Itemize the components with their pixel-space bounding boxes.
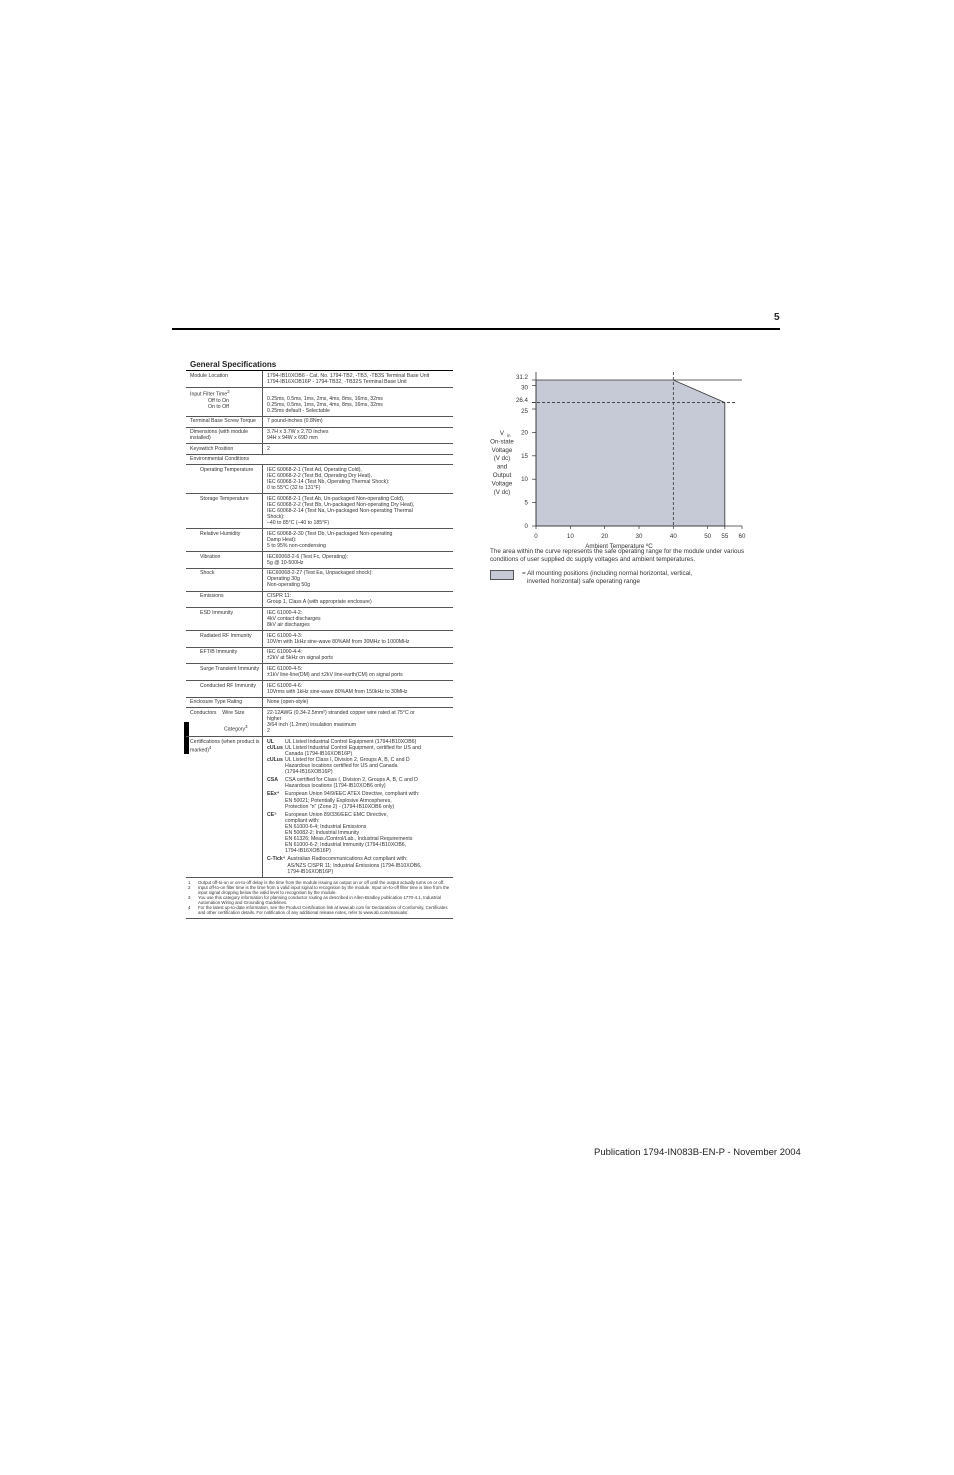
spec-title: General Specifications xyxy=(186,360,453,371)
value-line: 3/64 inch (1.2mm) insulation maximum xyxy=(267,722,357,729)
value-line: 3.7H x 3.7W x 2.7D inches xyxy=(267,429,329,436)
table-row xyxy=(186,631,453,648)
row-label xyxy=(186,708,263,737)
value-line: EN 61000-6-4; Industrial Emissions xyxy=(285,823,367,830)
certification-text xyxy=(285,745,451,757)
footnote xyxy=(186,895,453,905)
footnote-text: You use this category information for planning conductor routing as described in Allen-Bradley publication 1770-4.1, Industrial Automation Wiring and Grounding Guidelines. xyxy=(198,894,441,905)
value-line: Operating 30g xyxy=(267,576,300,583)
x-tick-label: 40 xyxy=(669,533,677,540)
row-label: Relative Humidity xyxy=(186,529,263,552)
value-line: 1794-IB10XOB6 - Cat. No. 1794-TB2, -TB3, -TB3S Terminal Base Unit xyxy=(267,372,430,379)
row-label: Emissions xyxy=(186,591,263,608)
footnotes xyxy=(186,878,453,919)
certifications-label: Certifications (when product is marked) xyxy=(190,738,260,754)
certification-mark: EEx⁴ xyxy=(267,791,280,798)
table-row xyxy=(186,529,453,552)
table-row xyxy=(186,608,453,631)
certification-item xyxy=(267,856,451,874)
footnote-ref: 3 xyxy=(245,723,248,729)
x-tick-label: 50 xyxy=(704,533,712,540)
value-line: ±2kV at 5kHz on signal ports xyxy=(267,655,333,662)
row-label: Enclosure Type Rating xyxy=(186,697,263,708)
table-row xyxy=(186,465,453,494)
row-label: Dimensions (with module installed) xyxy=(186,427,263,444)
page-number: 5 xyxy=(774,312,780,323)
value-line: European Union 89/336/EEC EMC Directive, xyxy=(285,811,388,818)
y-axis-label: Output xyxy=(492,472,512,479)
x-tick-label: 10 xyxy=(566,533,574,540)
chart-legend xyxy=(490,570,755,590)
value-line: Group 1, Class A (with appropriate enclosure) xyxy=(267,599,372,606)
certification-text xyxy=(287,856,451,874)
row-label: Module Location xyxy=(186,371,263,387)
value-line: 2 xyxy=(267,728,270,735)
x-tick-label: 20 xyxy=(601,533,609,540)
certification-item xyxy=(267,812,451,855)
footnote-number: 2 xyxy=(188,884,191,890)
y-axis-label: (V dc) xyxy=(493,488,511,496)
certification-item xyxy=(267,745,451,757)
footnote-text: Output off-to-on or on-to-off delay is the time from the module issuing an output on or off until the output actually turns on or off. xyxy=(198,879,445,885)
derating-chart xyxy=(484,362,754,552)
value-line: 10V/m with 1kHz sine-wave 80%AM from 30MHz to 1000MHz xyxy=(267,638,410,645)
row-value xyxy=(263,681,454,698)
row-value xyxy=(263,568,454,591)
value-line: IEC 60068-2-14 (Test Nb, Operating Thermal Shock): xyxy=(267,479,390,486)
table-row xyxy=(186,427,453,444)
certification-text xyxy=(285,777,451,789)
general-specifications-table xyxy=(186,360,453,919)
value-line: IEC 61000-4-3: xyxy=(267,632,303,639)
value-line: IEC60068-2-6 (Test Fc, Operating): xyxy=(267,553,349,560)
footnote-text: For the latest up-to-date information, see the Product Certification link at www.ab.com for Declarations of Conformity, Certificates and other certification details. For notification of any additional release notes, refer to www.ab.com/manuals/. xyxy=(198,904,448,915)
value-line: Hazardous locations (1794-IB10XOB6 only) xyxy=(285,783,386,790)
value-line: IEC 61000-4-4: xyxy=(267,649,303,656)
header-rule xyxy=(172,328,780,330)
value-line: EN 61326; Meas./Control/Lab., Industrial Requirements xyxy=(285,836,413,843)
y-axis-label: Voltage xyxy=(491,480,513,488)
certification-mark: UL xyxy=(267,738,274,745)
x-tick-label: 0 xyxy=(534,533,538,540)
table-row xyxy=(186,664,453,681)
table-row xyxy=(186,647,453,664)
footnote-ref: 2 xyxy=(227,389,230,395)
conductors-label: Conductors xyxy=(190,709,217,716)
row-value xyxy=(263,387,454,416)
value-line: Non-operating 50g xyxy=(267,582,310,589)
row-value xyxy=(263,529,454,552)
value-line: EN 50021; Potentially Explosive Atmospheres, xyxy=(285,797,392,804)
row-label xyxy=(186,387,263,416)
value-line: (1794-IB16XOB16P) xyxy=(285,769,333,776)
y-tick-label: 20 xyxy=(521,429,528,437)
value-line: higher xyxy=(267,715,282,722)
y-tick-label: 5 xyxy=(524,499,528,507)
value-line: 0.25ms, 0.5ms, 1ms, 2ms, 4ms, 8ms, 16ms, 32ms xyxy=(267,395,383,402)
certification-text xyxy=(285,791,451,809)
row-value xyxy=(263,631,454,648)
input-filter-label: Input Filter Time xyxy=(190,391,228,398)
value-line: IEC 61000-4-2: xyxy=(267,609,303,616)
section-label: Environmental Conditions xyxy=(186,454,453,465)
value-line: 7 pound-inches (0.8Nm) xyxy=(267,418,323,425)
row-label: ESD Immunity xyxy=(186,608,263,631)
y-tick-label: 10 xyxy=(521,476,528,484)
value-line: EN 61000-6-2; Industrial Immunity (1794-IB10XOB6, xyxy=(285,842,407,849)
y-tick-label: 0 xyxy=(524,523,528,530)
category-label: Category xyxy=(224,726,246,733)
value-line: 1794-IB16XOB16P) xyxy=(287,868,334,875)
row-value xyxy=(263,494,454,529)
legend-line: = All mounting positions (including normal horizontal, vertical, xyxy=(522,570,693,577)
y-axis-label: V xyxy=(499,430,505,437)
y-tick-label: 31.2 xyxy=(515,374,528,381)
off-to-on-label: Off to On xyxy=(208,398,229,405)
value-line: EN 50082-2; Industrial Immunity xyxy=(285,830,360,837)
certification-item xyxy=(267,757,451,775)
row-value xyxy=(263,465,454,494)
y-axis-label: Voltage xyxy=(491,446,513,454)
row-value xyxy=(263,697,454,708)
table-row xyxy=(186,697,453,708)
value-line: IEC 60068-2-2 (Test Bb, Un-packaged Non-operating Dry Heat), xyxy=(267,501,415,508)
value-line: IEC 60068-2-1 (Test Ad, Operating Cold), xyxy=(267,466,362,473)
table-row xyxy=(186,552,453,569)
wire-size-label: Wire Size xyxy=(222,709,245,716)
row-label: Operating Temperature xyxy=(186,465,263,494)
value-line: 2 xyxy=(267,445,270,452)
value-line: UL Listed for Class I, Division 2, Groups A, B, C and D xyxy=(285,757,410,763)
legend-line: inverted horizontal) safe operating range xyxy=(527,577,641,585)
value-line: 10Vrms with 1kHz sine-wave 80%AM from 150kHz to 30MHz xyxy=(267,688,408,695)
footnote-number: 3 xyxy=(188,894,191,900)
footnote-text: Input off-to-on filter time is the time from a valid input signal to recognition by the module. Input on-to-off filter time is time from the input signal dropping below the valid level to recognition by the module. xyxy=(198,884,450,895)
certification-mark: cULus xyxy=(267,744,283,751)
row-value xyxy=(263,591,454,608)
value-line: 5 to 95% non-condensing xyxy=(267,542,326,549)
table-row xyxy=(186,591,453,608)
row-value xyxy=(263,371,454,387)
value-line: ±1kV line-line(DM) and ±2kV line-earth(CM) on signal ports xyxy=(267,671,403,678)
value-line: 4kV contact discharges xyxy=(267,615,321,622)
y-tick-label: 26.4 xyxy=(515,396,528,404)
value-line: Damp Heat): xyxy=(267,536,297,543)
footnote xyxy=(186,905,453,915)
table-row xyxy=(186,371,453,387)
x-axis-label: Ambient Temperature ºC xyxy=(585,543,653,550)
row-label: Surge Transient Immunity xyxy=(186,664,263,681)
value-line: UL Listed Industrial Control Equipment, certified for US and xyxy=(285,744,421,751)
footnote xyxy=(186,885,453,895)
on-to-off-label: On to Off xyxy=(208,404,229,411)
y-axis-label: On-state xyxy=(490,438,514,446)
row-value xyxy=(263,664,454,681)
value-line: 1794-IB16XOB16P - 1794-TB32, -TB32S Terminal Base Unit xyxy=(267,378,407,385)
y-tick-label: 25 xyxy=(521,408,528,416)
x-tick-label: 60 xyxy=(738,533,746,540)
row-value xyxy=(263,416,454,427)
value-line: IEC 60068-2-14 (Test Na, Un-packaged Non-operating Thermal xyxy=(267,508,413,514)
row-label: EFT/B Immunity xyxy=(186,647,263,664)
spec-table xyxy=(186,371,453,878)
value-line: 0 to 55°C (32 to 131°F) xyxy=(267,485,321,492)
table-row xyxy=(186,568,453,591)
value-line: Hazardous locations certified for US and Canada xyxy=(285,763,398,770)
row-label: Conducted RF Immunity xyxy=(186,681,263,698)
certification-mark: C-Tick⁴ xyxy=(267,856,286,863)
publication-footer: Publication 1794-IN083B-EN-P - November 2004 xyxy=(594,1147,801,1158)
table-row xyxy=(186,737,453,877)
value-line: European Union 94/9/EEC ATEX Directive, compliant with: xyxy=(285,791,420,798)
value-line: IEC 60068-2-1 (Test Ab, Un-packaged Non-operating Cold), xyxy=(267,495,405,502)
certification-mark: cULus xyxy=(267,757,283,763)
certification-text xyxy=(285,757,451,775)
value-line: 0.25ms default - Selectable xyxy=(267,407,330,414)
derating-chart-svg xyxy=(484,362,754,552)
value-line: IEC 60068-2-30 (Test Db, Un-packaged Non-operating xyxy=(267,530,393,537)
value-line: Shock): xyxy=(267,514,285,521)
x-tick-label: 55 xyxy=(721,533,729,540)
row-value xyxy=(263,708,454,737)
row-label: Shock xyxy=(186,568,263,591)
certification-mark: CE⁵ xyxy=(267,811,277,818)
footnote-ref: 4 xyxy=(209,744,212,750)
value-line: Protection "n" (Zone 2) - (1794-IB10XOB6 only) xyxy=(285,803,395,810)
value-line: None (open-style) xyxy=(267,699,309,706)
legend-swatch xyxy=(490,570,514,580)
value-line: IEC 61000-4-5: xyxy=(267,665,303,672)
row-label: Vibration xyxy=(186,552,263,569)
chart-caption: The area within the curve represents the safe operating range for the module under various conditions of user supplied dc supply voltages and ambient temperatures. xyxy=(490,548,745,563)
row-label xyxy=(186,737,263,877)
value-line: 94H x 94W x 69D mm xyxy=(267,435,318,442)
table-row xyxy=(186,494,453,529)
value-line: Canada (1794-IB16XOB16P) xyxy=(285,750,353,757)
value-line: –40 to 85°C (–40 to 185°F) xyxy=(267,520,330,527)
certification-item xyxy=(267,791,451,809)
table-row xyxy=(186,681,453,698)
row-label: Terminal Base Screw Torque xyxy=(186,416,263,427)
table-row xyxy=(186,454,453,465)
certification-item xyxy=(267,777,451,789)
row-label: Storage Temperature xyxy=(186,494,263,529)
table-row xyxy=(186,444,453,455)
value-line: 0.25ms, 0.5ms, 1ms, 2ms, 4ms, 8ms, 16ms, 32ms xyxy=(267,401,383,408)
value-line: 1794-IB16XOB16P) xyxy=(285,848,331,855)
table-row xyxy=(186,708,453,737)
value-line: CISPR 11: xyxy=(267,593,292,600)
value-line: compliant with: xyxy=(285,817,320,824)
certification-mark: CSA xyxy=(267,777,278,784)
value-line: 22-12AWG (0.34-2.5mm²) stranded copper wire rated at 75°C or xyxy=(267,709,415,716)
table-row xyxy=(186,416,453,427)
y-axis-label: and xyxy=(496,463,508,471)
footnote-number: 1 xyxy=(188,879,191,885)
value-line: AS/NZS CISPR 11; Industrial Emissions (1794-IB10XOB6, xyxy=(287,862,422,869)
value-line: Australian Radiocommunications Act compliant with: xyxy=(287,856,408,863)
row-value xyxy=(263,552,454,569)
value-line: IEC60068-2-27 (Test Ea, Unpackaged shock): xyxy=(267,570,373,577)
y-axis-label: (V dc) xyxy=(493,455,511,463)
y-tick-label: 30 xyxy=(521,384,528,392)
row-value xyxy=(263,647,454,664)
legend-text xyxy=(522,570,752,585)
x-tick-label: 30 xyxy=(635,533,643,540)
value-line: 8kV air discharges xyxy=(267,621,310,628)
value-line: UL Listed Industrial Control Equipment (1794-IB10XOB6) xyxy=(285,738,417,745)
safe-operating-area xyxy=(536,380,725,526)
footnote-number: 4 xyxy=(188,904,191,910)
row-label: Radiated RF Immunity xyxy=(186,631,263,648)
row-value xyxy=(263,427,454,444)
value-line: IEC 60068-2-2 (Test Bd, Operating Dry Heat), xyxy=(267,473,372,480)
value-line: CSA certified for Class I, Division 2, Groups A, B, C and D xyxy=(285,777,418,784)
y-axis-label-subscript: in xyxy=(507,433,511,438)
row-value xyxy=(263,608,454,631)
row-value xyxy=(263,444,454,455)
value-line: 5g @ 10-500Hz xyxy=(267,559,304,566)
y-tick-label: 15 xyxy=(521,452,528,460)
certifications-list xyxy=(263,737,454,877)
certification-text xyxy=(285,812,451,855)
row-label: Keyswitch Position xyxy=(186,444,263,455)
value-line: IEC 61000-4-6: xyxy=(267,682,303,689)
table-row xyxy=(186,387,453,416)
